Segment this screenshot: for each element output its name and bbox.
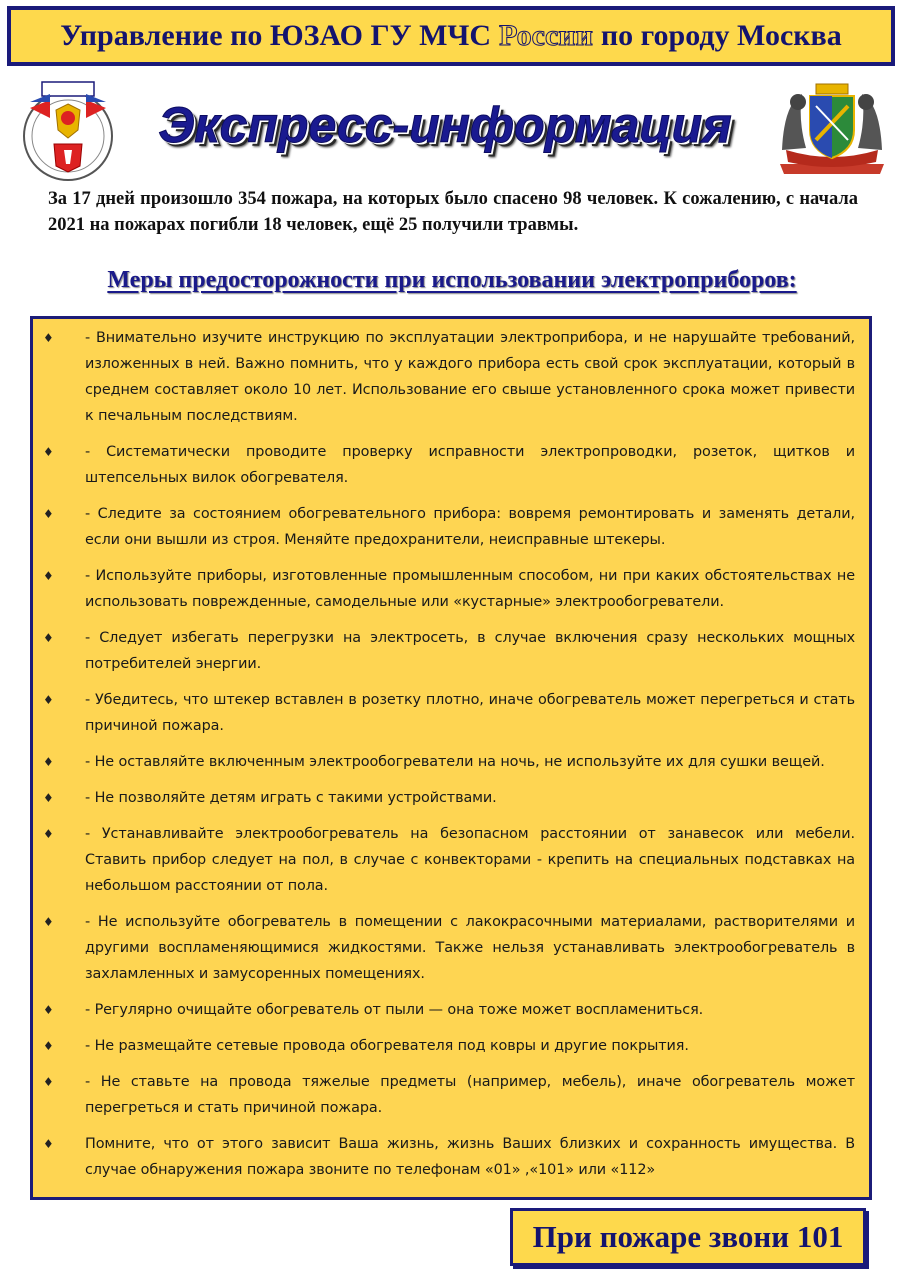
bullet-diamond-icon: ♦ — [43, 569, 54, 583]
list-item — [41, 439, 855, 491]
list-item — [41, 1131, 855, 1183]
list-item — [41, 687, 855, 739]
list-item — [41, 625, 855, 677]
list-item — [41, 909, 855, 987]
bullet-diamond-icon: ♦ — [43, 791, 54, 805]
list-item — [41, 997, 855, 1023]
precautions-box — [30, 316, 872, 1200]
header-text-part2: по городу Москва — [600, 19, 842, 52]
list-item-text: - Систематически проводите проверку исправности электропроводки, розеток, щитков и штепсельных вилок обогревателя. — [85, 444, 855, 486]
bullet-diamond-icon: ♦ — [43, 631, 54, 645]
list-item — [41, 1069, 855, 1121]
bullet-diamond-icon: ♦ — [43, 915, 54, 929]
district-coat-of-arms-icon — [776, 80, 888, 176]
list-item-text: - Не оставляйте включенным электрообогреватели на ночь, не используйте их для сушки вещей. — [85, 754, 825, 770]
mchs-moscow-emblem-icon — [20, 78, 116, 186]
bullet-diamond-icon: ♦ — [43, 1137, 54, 1151]
list-item-text: Помните, что от этого зависит Ваша жизнь, жизнь Ваших близких и сохранность имущества. В случае обнаружения пожара звоните по телефонам «01» ,«101» или «112» — [85, 1136, 855, 1178]
list-item — [41, 501, 855, 553]
page-title: Экспресс-информация — [158, 97, 732, 153]
list-item-text: - Не позволяйте детям играть с такими устройствами. — [85, 790, 497, 806]
list-item — [41, 749, 855, 775]
list-item — [41, 1033, 855, 1059]
bullet-diamond-icon: ♦ — [43, 1039, 54, 1053]
section-subtitle-text: Меры предосторожности при использовании электроприборов: — [107, 267, 797, 293]
bullet-diamond-icon: ♦ — [43, 1075, 54, 1089]
bullet-diamond-icon: ♦ — [43, 755, 54, 769]
section-subtitle — [30, 262, 874, 298]
list-item-text: - Не используйте обогреватель в помещении с лакокрасочными материалами, растворителями и другими воспламеняющимися жидкостями. Также нельзя устанавливать электрообогреватель в захламленных и замусоренных помещениях. — [85, 914, 855, 982]
header-text-part1: Управление по ЮЗАО ГУ МЧС — [60, 19, 492, 52]
list-item — [41, 785, 855, 811]
list-item-text: - Следует избегать перегрузки на электросеть, в случае включения сразу нескольких мощных потребителей энергии. — [85, 630, 855, 672]
list-item — [41, 325, 855, 429]
header-text-russia: России — [499, 19, 593, 52]
emergency-call-text: При пожаре звони 101 — [532, 1219, 844, 1254]
bullet-diamond-icon: ♦ — [43, 693, 54, 707]
list-item-text: - Внимательно изучите инструкцию по эксплуатации электроприбора, и не нарушайте требований, изложенных в ней. Важно помнить, что у каждого прибора есть свой срок эксплуатации, который в среднем составляет около 10 лет. Использование его свыше установленного срока может привести к печальным последствиям. — [85, 330, 855, 424]
list-item-text: - Не размещайте сетевые провода обогревателя под ковры и другие покрытия. — [85, 1038, 689, 1054]
list-item-text: - Регулярно очищайте обогреватель от пыли — она тоже может воспламениться. — [85, 1002, 704, 1018]
bullet-diamond-icon: ♦ — [43, 827, 54, 841]
list-item-text: - Убедитесь, что штекер вставлен в розетку плотно, иначе обогреватель может перегреться и стать причиной пожара. — [85, 692, 855, 734]
list-item-text: - Не ставьте на провода тяжелые предметы (например, мебель), иначе обогреватель может перегреться и стать причиной пожара. — [85, 1074, 855, 1116]
header-banner — [7, 6, 895, 66]
list-item — [41, 821, 855, 899]
list-item-text: - Следите за состоянием обогревательного прибора: вовремя ремонтировать и заменять детали, если они вышли из строя. Меняйте предохранители, неисправные штекеры. — [85, 506, 855, 548]
bullet-diamond-icon: ♦ — [43, 445, 54, 459]
bullet-diamond-icon: ♦ — [43, 1003, 54, 1017]
intro-paragraph: За 17 дней произошло 354 пожара, на которых было спасено 98 человек. К сожалению, с начала 2021 на пожарах погибли 18 человек, ещё 25 получили травмы. — [48, 189, 858, 235]
emergency-call-banner — [510, 1208, 866, 1266]
bullet-diamond-icon: ♦ — [43, 507, 54, 521]
list-item-text: - Устанавливайте электрообогреватель на безопасном расстоянии от занавесок или мебели. Ставить прибор следует на пол, в случае с конвекторами - крепить на специальных подставках на небольшом расстоянии от пола. — [85, 826, 855, 894]
list-item — [41, 563, 855, 615]
bullet-diamond-icon: ♦ — [43, 331, 54, 345]
list-item-text: - Используйте приборы, изготовленные промышленным способом, ни при каких обстоятельствах не использовать поврежденные, самодельные или «кустарные» электрообогреватели. — [85, 568, 855, 610]
